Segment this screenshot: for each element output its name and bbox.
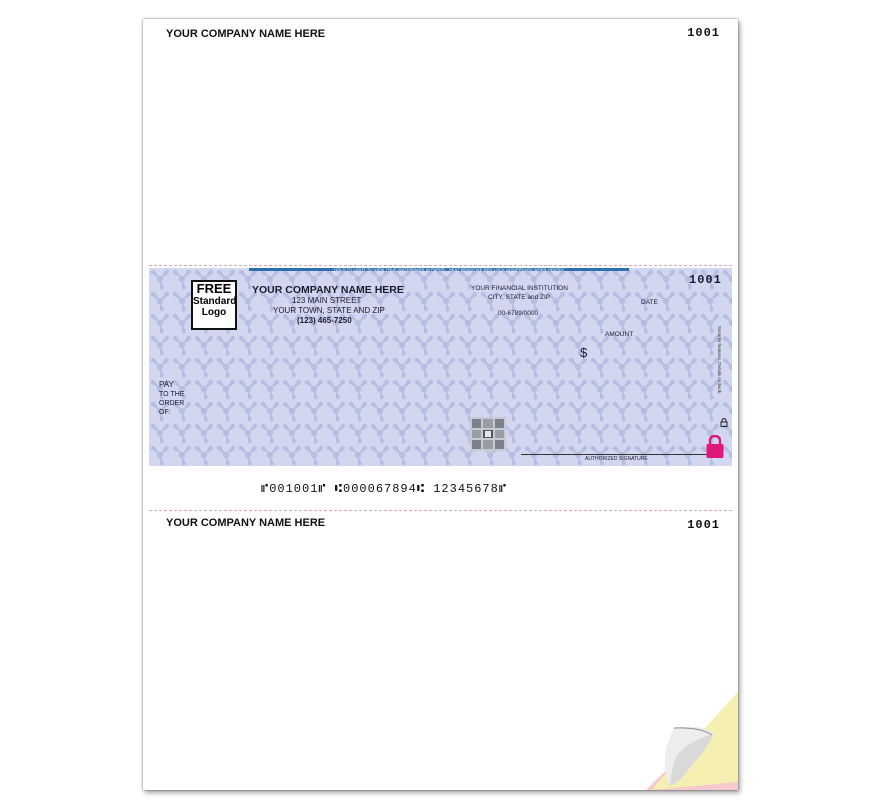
logo-box xyxy=(191,280,237,330)
red-lock-icon xyxy=(705,435,725,459)
logo-standard: Standard xyxy=(193,296,237,307)
bank-name: YOUR FINANCIAL INSTITUTION xyxy=(471,285,568,292)
bottom-stub-company: YOUR COMPANY NAME HERE xyxy=(166,517,326,529)
page-curl-icon xyxy=(644,690,740,792)
check-body xyxy=(149,268,732,466)
logo-logo: Logo xyxy=(201,307,227,318)
bottom-stub-check-number: 1001 xyxy=(687,518,720,532)
check-company-name: YOUR COMPANY NAME HERE xyxy=(252,284,404,296)
company-phone: (123) 465-7250 xyxy=(297,316,352,325)
amount-label: AMOUNT xyxy=(605,331,634,338)
micr-line: ⑈001001⑈ ⑆000067894⑆ 12345678⑈ xyxy=(261,482,508,496)
signature-line xyxy=(521,454,717,455)
bank-city: CITY, STATE and ZIP xyxy=(488,294,551,301)
pay-label: PAY xyxy=(159,380,174,389)
company-city: YOUR TOWN, STATE AND ZIP xyxy=(273,306,385,315)
top-stub-company: YOUR COMPANY NAME HERE xyxy=(166,28,326,40)
signature-label: AUTHORIZED SIGNATURE xyxy=(585,456,648,462)
date-label: DATE xyxy=(641,299,658,306)
perforation-top xyxy=(149,265,732,266)
of-label: OF: xyxy=(159,409,171,416)
order-label: ORDER xyxy=(159,400,185,407)
logo-free: FREE xyxy=(196,281,232,296)
dollar-sign: $ xyxy=(580,345,588,360)
routing-fraction: 00-6789/0000 xyxy=(498,310,539,317)
small-padlock-icon xyxy=(720,418,728,427)
top-stub-check-number: 1001 xyxy=(687,26,720,40)
security-note: Security features. Details on back. xyxy=(717,326,722,395)
check-number: 1001 xyxy=(689,273,722,287)
company-street: 123 MAIN STREET xyxy=(292,296,362,305)
security-banner-text: HOLD TO LIGHT TO VIEW TRUE WATERMARK IN PAPER · HEAT SENSITIVE RED LOCK DISAPPEARS WHEN HEATED xyxy=(334,268,565,272)
hologram-icon xyxy=(470,417,506,451)
to-the-label: TO THE xyxy=(159,391,185,398)
perforation-bottom xyxy=(149,510,732,511)
check-sheet xyxy=(143,19,738,790)
